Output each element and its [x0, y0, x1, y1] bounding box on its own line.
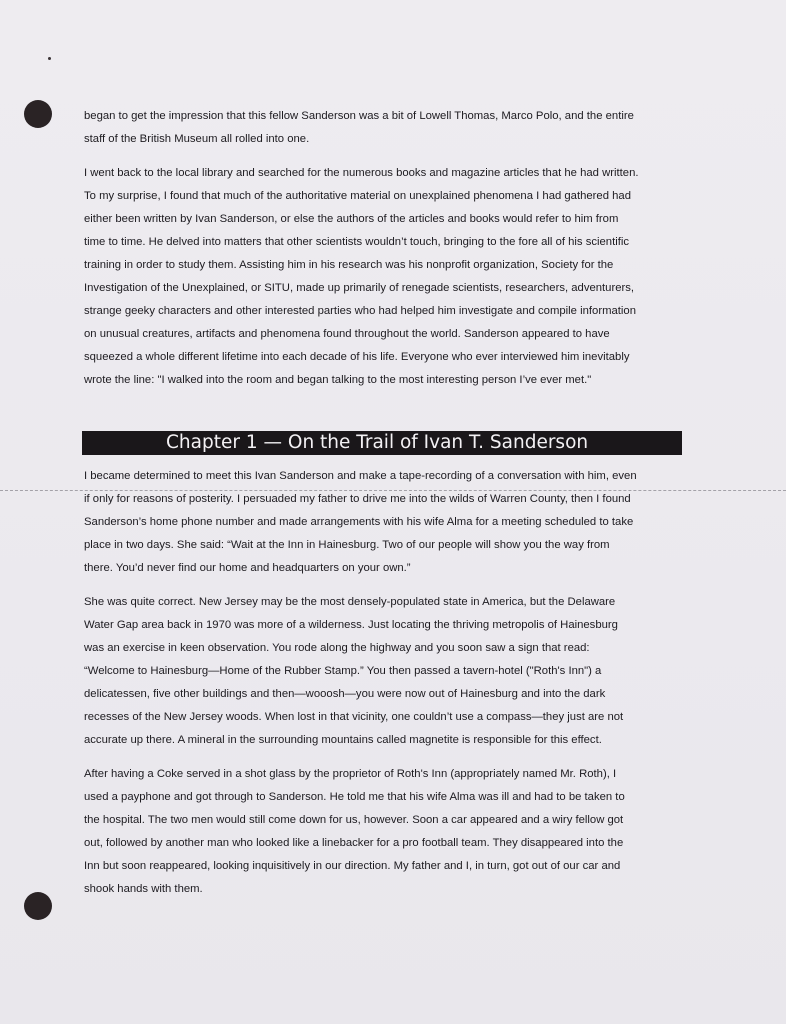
paragraph-library [84, 162, 684, 392]
text-line: training in order to study them. Assisting him in his research was his nonprofit organization, Society for the [84, 259, 614, 271]
paragraph-coke [84, 763, 684, 901]
text-line: To my surprise, I found that much of the authoritative material on unexplained phenomena I had gathered had [84, 190, 631, 202]
dust-speck [48, 57, 51, 60]
text-line: if only for reasons of posterity. I persuaded my father to drive me into the wilds of Warren County, then I found [84, 493, 631, 505]
text-line: Inn but soon reappeared, looking inquisitively in our direction. My father and I, in turn, got out of our car and [84, 860, 621, 872]
paragraph-correct [84, 591, 684, 752]
text-line: there. You’d never find our home and headquarters on your own.” [84, 562, 411, 574]
text-line: wrote the line: "I walked into the room and began talking to the most interesting person I’ve ever met." [84, 374, 592, 386]
text-line: Water Gap area back in 1970 was more of a wilderness. Just locating the thriving metropolis of Hainesburg [84, 619, 618, 631]
text-line: accurate up there. A mineral in the surrounding mountains called magnetite is responsible for this effect. [84, 734, 602, 746]
text-line: the hospital. The two men would still come down for us, however. Soon a car appeared and a wiry fellow got [84, 814, 624, 826]
text-line: used a payphone and got through to Sanderson. He told me that his wife Alma was ill and had to be taken to [84, 791, 625, 803]
chapter-heading: Chapter 1 — On the Trail of Ivan T. Sanderson [82, 431, 682, 455]
paragraph-determined [84, 465, 684, 580]
text-line: time to time. He delved into matters that other scientists wouldn’t touch, bringing to the fore all of his scientific [84, 236, 630, 248]
text-line: Sanderson’s home phone number and made arrangements with his wife Alma for a meeting scheduled to take [84, 516, 634, 528]
text-line: squeezed a whole different lifetime into each decade of his life. Everyone who ever interviewed him inevitably [84, 351, 630, 363]
text-line: on unusual creatures, artifacts and phenomena found throughout the world. Sanderson appeared to have [84, 328, 610, 340]
scan-artifact-line [0, 490, 786, 491]
text-line: She was quite correct. New Jersey may be the most densely-populated state in America, but the Delaware [84, 596, 616, 608]
text-line: shook hands with them. [84, 883, 203, 895]
text-line: out, followed by another man who looked like a linebacker for a pro football team. They disappeared into the [84, 837, 624, 849]
text-line: delicatessen, five other buildings and then—wooosh—you were now out of Hainesburg and into the dark [84, 688, 606, 700]
punch-hole-top [24, 100, 52, 128]
text-line: Investigation of the Unexplained, or SITU, made up primarily of renegade scientists, researchers, adventurers, [84, 282, 635, 294]
paragraph-intro-end [84, 105, 684, 151]
text-line: I became determined to meet this Ivan Sanderson and make a tape-recording of a conversation with him, even [84, 470, 637, 482]
text-line: “Welcome to Hainesburg—Home of the Rubber Stamp.” You then passed a tavern-hotel ("Roth's Inn") a [84, 665, 602, 677]
text-line: was an exercise in keen observation. You rode along the highway and you soon saw a sign that read: [84, 642, 590, 654]
text-line: I went back to the local library and searched for the numerous books and magazine articles that he had written. [84, 167, 639, 179]
text-line: After having a Coke served in a shot glass by the proprietor of Roth's Inn (appropriately named Mr. Roth), I [84, 768, 617, 780]
text-line: place in two days. She said: “Wait at the Inn in Hainesburg. Two of our people will show you the way from [84, 539, 610, 551]
punch-hole-bottom [24, 892, 52, 920]
text-line: either been written by Ivan Sanderson, or else the authors of the articles and books would refer to him from [84, 213, 619, 225]
text-line: recesses of the New Jersey woods. When lost in that vicinity, one couldn’t use a compass—they just are not [84, 711, 624, 723]
text-line: strange geeky characters and other interested parties who had helped him investigate and compile information [84, 305, 636, 317]
text-line: staff of the British Museum all rolled into one. [84, 133, 310, 145]
text-line: began to get the impression that this fellow Sanderson was a bit of Lowell Thomas, Marco Polo, and the entire [84, 110, 634, 122]
